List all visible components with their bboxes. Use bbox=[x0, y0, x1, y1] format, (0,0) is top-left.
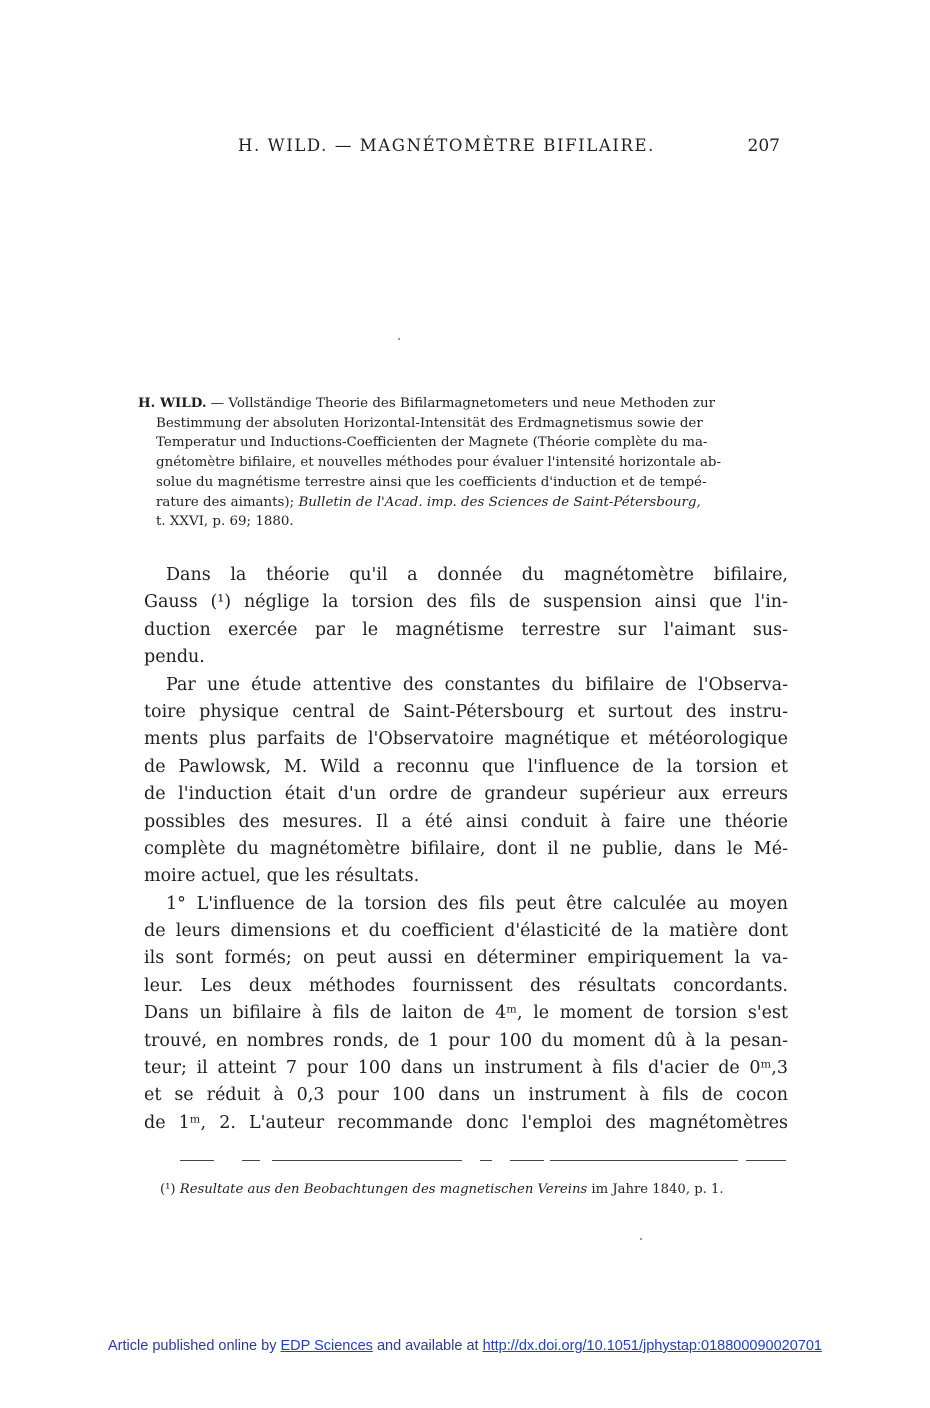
body-line: de l'induction était d'un ordre de grandeur supérieur aux erreurs bbox=[144, 784, 788, 805]
print-speck bbox=[398, 338, 400, 340]
citation-journal: Bulletin de l'Acad. imp. des Sciences de Saint-Pétersbourg, bbox=[298, 494, 701, 510]
body-line: leur. Les deux méthodes fournissent des résultats concordants. bbox=[144, 975, 788, 996]
running-title: H. WILD. — MAGNÉTOMÈTRE BIFILAIRE. bbox=[238, 136, 655, 155]
citation-line: gnétomètre bifilaire, et nouvelles méthodes pour évaluer l'intensité horizontale ab- bbox=[156, 455, 722, 471]
citation-line: rature des aimants); Bulletin de l'Acad. imp. des Sciences de Saint-Pétersbourg, bbox=[156, 494, 701, 510]
publisher-notice bbox=[0, 1338, 930, 1354]
body-line: moire actuel, que les résultats. bbox=[144, 866, 420, 887]
body-line: de 1ᵐ, 2. L'auteur recommande donc l'emploi des magnétomètres bbox=[144, 1112, 788, 1133]
body-line: 1° L'influence de la torsion des fils peut être calculée au moyen bbox=[166, 893, 788, 914]
footnote-title: Resultate aus den Beobachtungen des magnetischen Vereins bbox=[179, 1182, 588, 1197]
page-number: 207 bbox=[747, 136, 780, 156]
publisher-link[interactable]: EDP Sciences bbox=[280, 1338, 373, 1354]
footnote-separator bbox=[180, 1160, 786, 1162]
body-line: et se réduit à 0,3 pour 100 dans un instrument à fils de cocon bbox=[144, 1085, 788, 1106]
body-line: toire physique central de Saint-Pétersbourg et surtout des instru- bbox=[144, 701, 788, 722]
publisher-prefix: Article published online by bbox=[108, 1338, 277, 1354]
body-line: de leurs dimensions et du coefficient d'élasticité de la matière dont bbox=[144, 921, 788, 942]
body-line: Par une étude attentive des constantes du bifilaire de l'Observa- bbox=[166, 674, 788, 695]
citation-line: solue du magnétisme terrestre ainsi que les coefficients d'induction et de tempé- bbox=[156, 474, 707, 490]
footnote-marker: (¹) bbox=[160, 1182, 176, 1197]
body-line: possibles des mesures. Il a été ainsi conduit à faire une théorie bbox=[144, 811, 788, 832]
publisher-middle: and available at bbox=[376, 1338, 479, 1354]
citation-line: H. WILD. — Vollständige Theorie des Bifilarmagnetometers und neue Methoden zur bbox=[138, 395, 715, 411]
body-line: trouvé, en nombres ronds, de 1 pour 100 du moment dû à la pesan- bbox=[144, 1030, 788, 1051]
body-line: Gauss (¹) néglige la torsion des fils de suspension ainsi que l'in- bbox=[144, 592, 788, 613]
running-head bbox=[230, 136, 780, 160]
body-line: complète du magnétomètre bifilaire, dont il ne publie, dans le Mé- bbox=[144, 838, 788, 859]
doi-link[interactable]: http://dx.doi.org/10.1051/jphystap:018800090020701 bbox=[482, 1338, 822, 1354]
footnote bbox=[160, 1180, 790, 1200]
body-line: duction exercée par le magnétisme terrestre sur l'aimant sus- bbox=[144, 619, 788, 640]
citation-line: Bestimmung der absoluten Horizontal-Intensität des Erdmagnetismus sowie der bbox=[156, 415, 703, 431]
article-body bbox=[144, 562, 788, 1137]
footnote-rest: im Jahre 1840, p. 1. bbox=[591, 1182, 724, 1197]
body-line: teur; il atteint 7 pour 100 dans un instrument à fils d'acier de 0ᵐ,3 bbox=[144, 1058, 788, 1079]
body-line: Dans la théorie qu'il a donnée du magnétomètre bifilaire, bbox=[166, 565, 788, 585]
bibliographic-citation bbox=[138, 394, 786, 532]
citation-volume: t. XXVI, p. 69; 1880. bbox=[156, 514, 294, 530]
print-speck bbox=[640, 1238, 642, 1240]
citation-author: H. WILD. bbox=[138, 395, 207, 411]
citation-line: Temperatur und Inductions-Coefficienten der Magnete (Théorie complète du ma- bbox=[156, 435, 708, 451]
body-line: ments plus parfaits de l'Observatoire magnétique et météorologique bbox=[144, 729, 788, 750]
body-line: Dans un bifilaire à fils de laiton de 4ᵐ, le moment de torsion s'est bbox=[144, 1003, 788, 1024]
body-line: pendu. bbox=[144, 647, 205, 668]
body-line: de Pawlowsk, M. Wild a reconnu que l'influence de la torsion et bbox=[144, 756, 788, 777]
body-line: ils sont formés; on peut aussi en déterminer empiriquement la va- bbox=[144, 948, 788, 969]
